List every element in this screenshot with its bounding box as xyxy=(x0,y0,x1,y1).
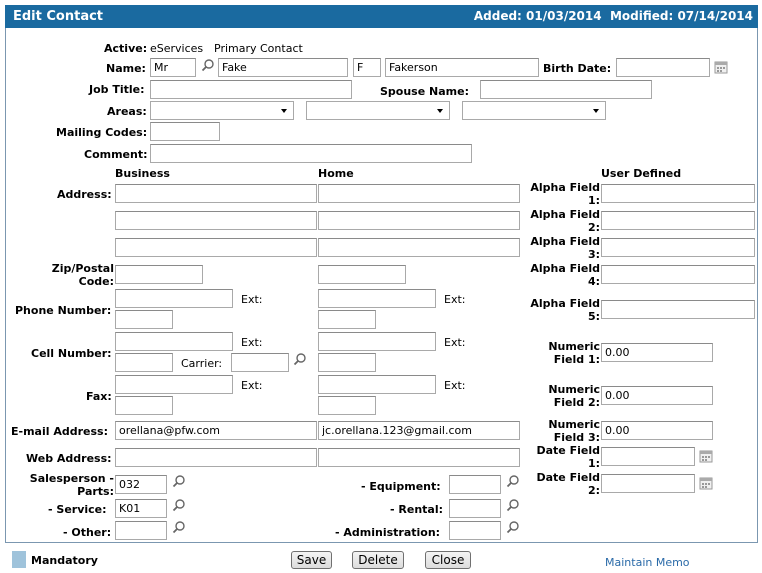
salesperson-equipment-field[interactable] xyxy=(449,475,501,494)
fax-label: Fax: xyxy=(86,390,112,403)
search-icon[interactable] xyxy=(506,520,520,534)
alpha-field-2-label: Alpha Field 2: xyxy=(530,208,600,234)
business-phone-field[interactable] xyxy=(115,289,233,308)
salesperson-other-field[interactable] xyxy=(115,521,167,540)
business-address-line-3[interactable] xyxy=(115,238,317,257)
alpha-field-4[interactable] xyxy=(601,265,755,284)
business-web-field[interactable] xyxy=(115,448,317,467)
home-cell-ext-field[interactable] xyxy=(318,353,376,372)
spouse-name-field[interactable] xyxy=(480,80,652,99)
added-modified-dates: Added: 01/03/2014 Modified: 07/14/2014 xyxy=(473,9,753,23)
salesperson-service-label: - Service: xyxy=(48,503,107,516)
business-fax-ext-field[interactable] xyxy=(115,396,173,415)
business-email-field[interactable] xyxy=(115,421,317,440)
area-select-3[interactable] xyxy=(462,101,606,120)
business-address-line-1[interactable] xyxy=(115,184,317,203)
home-fax-field[interactable] xyxy=(318,375,436,394)
alpha-field-1-label: Alpha Field 1: xyxy=(530,181,600,207)
home-fax-ext-label: Ext: xyxy=(444,379,466,392)
home-zip-field[interactable] xyxy=(318,265,406,284)
last-name-field[interactable] xyxy=(385,58,539,77)
name-label: Name: xyxy=(106,62,146,75)
numeric-field-3-label: Numeric Field 3: xyxy=(548,418,600,444)
alpha-field-3[interactable] xyxy=(601,238,755,257)
date-field-2[interactable] xyxy=(601,474,695,493)
close-button[interactable]: Close xyxy=(425,551,471,569)
date-field-1[interactable] xyxy=(601,447,695,466)
numeric-field-2-label: Numeric Field 2: xyxy=(548,383,600,409)
cell-number-label: Cell Number: xyxy=(31,347,112,360)
user-defined-column-header: User Defined xyxy=(601,167,682,180)
salesperson-rental-label: - Rental: xyxy=(390,503,444,516)
business-cell-ext-field[interactable] xyxy=(115,353,173,372)
date-field-2-label: Date Field 2: xyxy=(536,471,600,497)
area-select-1[interactable] xyxy=(150,101,294,120)
title-bar xyxy=(5,5,758,28)
mailing-codes-field[interactable] xyxy=(150,122,220,141)
alpha-field-5-label: Alpha Field 5: xyxy=(530,297,600,323)
search-icon[interactable] xyxy=(506,498,520,512)
zip-postal-code-label: Zip/Postal Code: xyxy=(51,262,114,288)
home-phone-field[interactable] xyxy=(318,289,436,308)
birth-date-label: Birth Date: xyxy=(543,62,612,75)
home-fax-ext-field[interactable] xyxy=(318,396,376,415)
web-address-label: Web Address: xyxy=(26,452,112,465)
comment-label: Comment: xyxy=(84,148,148,161)
home-address-line-2[interactable] xyxy=(318,211,520,230)
salesperson-equipment-label: - Equipment: xyxy=(361,480,441,493)
maintain-memo-link[interactable]: Maintain Memo xyxy=(605,556,690,569)
delete-button[interactable]: Delete xyxy=(352,551,404,569)
home-column-header: Home xyxy=(318,167,354,180)
home-address-line-1[interactable] xyxy=(318,184,520,203)
phone-number-label: Phone Number: xyxy=(15,304,112,317)
first-name-field[interactable] xyxy=(218,58,348,77)
date-field-1-label: Date Field 1: xyxy=(536,444,600,470)
home-email-field[interactable] xyxy=(318,421,520,440)
alpha-field-3-label: Alpha Field 3: xyxy=(530,235,600,261)
alpha-field-4-label: Alpha Field 4: xyxy=(530,262,600,288)
comment-field[interactable] xyxy=(150,144,472,163)
email-address-label: E-mail Address: xyxy=(11,425,108,438)
save-button[interactable]: Save xyxy=(291,551,332,569)
business-cell-ext-label: Ext: xyxy=(241,336,263,349)
search-icon[interactable] xyxy=(172,474,186,488)
job-title-field[interactable] xyxy=(150,80,352,99)
business-address-line-2[interactable] xyxy=(115,211,317,230)
job-title-label: Job Title: xyxy=(89,83,145,96)
salesperson-administration-field[interactable] xyxy=(449,521,501,540)
area-select-2[interactable] xyxy=(306,101,450,120)
mailing-codes-label: Mailing Codes: xyxy=(56,126,148,139)
dialog-title: Edit Contact xyxy=(13,9,104,24)
home-phone-ext-field[interactable] xyxy=(318,310,376,329)
salesperson-service-field[interactable] xyxy=(115,499,167,518)
spouse-name-label: Spouse Name: xyxy=(380,85,469,98)
alpha-field-2[interactable] xyxy=(601,211,755,230)
areas-label: Areas: xyxy=(107,105,147,118)
business-phone-ext-label: Ext: xyxy=(241,293,263,306)
carrier-label: Carrier: xyxy=(181,357,223,370)
name-prefix-field[interactable] xyxy=(150,58,196,77)
business-fax-ext-label: Ext: xyxy=(241,379,263,392)
chevron-down-icon xyxy=(437,109,443,113)
mandatory-legend-label: Mandatory xyxy=(31,554,98,567)
business-cell-field[interactable] xyxy=(115,332,233,351)
search-icon[interactable] xyxy=(293,352,307,366)
alpha-field-5[interactable] xyxy=(601,300,755,319)
salesperson-other-label: - Other: xyxy=(63,526,112,539)
mandatory-legend-swatch xyxy=(12,551,26,568)
salesperson-parts-label: Salesperson - Parts: xyxy=(29,472,114,498)
numeric-field-2[interactable] xyxy=(601,386,713,405)
home-web-field[interactable] xyxy=(318,448,520,467)
business-phone-ext-field[interactable] xyxy=(115,310,173,329)
home-address-line-3[interactable] xyxy=(318,238,520,257)
salesperson-administration-label: - Administration: xyxy=(335,526,441,539)
numeric-field-1[interactable] xyxy=(601,343,713,362)
middle-initial-field[interactable] xyxy=(353,58,381,77)
chevron-down-icon xyxy=(593,109,599,113)
search-icon[interactable] xyxy=(172,498,186,512)
salesperson-parts-field[interactable] xyxy=(115,475,167,494)
home-cell-ext-label: Ext: xyxy=(444,336,466,349)
salesperson-rental-field[interactable] xyxy=(449,499,501,518)
business-zip-field[interactable] xyxy=(115,265,203,284)
address-label: Address: xyxy=(57,188,112,201)
search-icon[interactable] xyxy=(506,474,520,488)
active-label: Active: xyxy=(104,42,148,55)
search-icon[interactable] xyxy=(172,520,186,534)
numeric-field-3[interactable] xyxy=(601,421,713,440)
active-value-primary-contact: Primary Contact xyxy=(214,42,303,55)
home-phone-ext-label: Ext: xyxy=(444,293,466,306)
carrier-field[interactable] xyxy=(231,353,289,372)
active-value-eservices: eServices xyxy=(150,42,204,55)
chevron-down-icon xyxy=(281,109,287,113)
business-fax-field[interactable] xyxy=(115,375,233,394)
home-cell-field[interactable] xyxy=(318,332,436,351)
alpha-field-1[interactable] xyxy=(601,184,755,203)
birth-date-field[interactable] xyxy=(616,58,710,77)
calendar-icon[interactable] xyxy=(699,449,713,463)
calendar-icon[interactable] xyxy=(714,60,728,74)
numeric-field-1-label: Numeric Field 1: xyxy=(548,340,600,366)
search-icon[interactable] xyxy=(201,58,215,72)
calendar-icon[interactable] xyxy=(699,476,713,490)
business-column-header: Business xyxy=(115,167,170,180)
